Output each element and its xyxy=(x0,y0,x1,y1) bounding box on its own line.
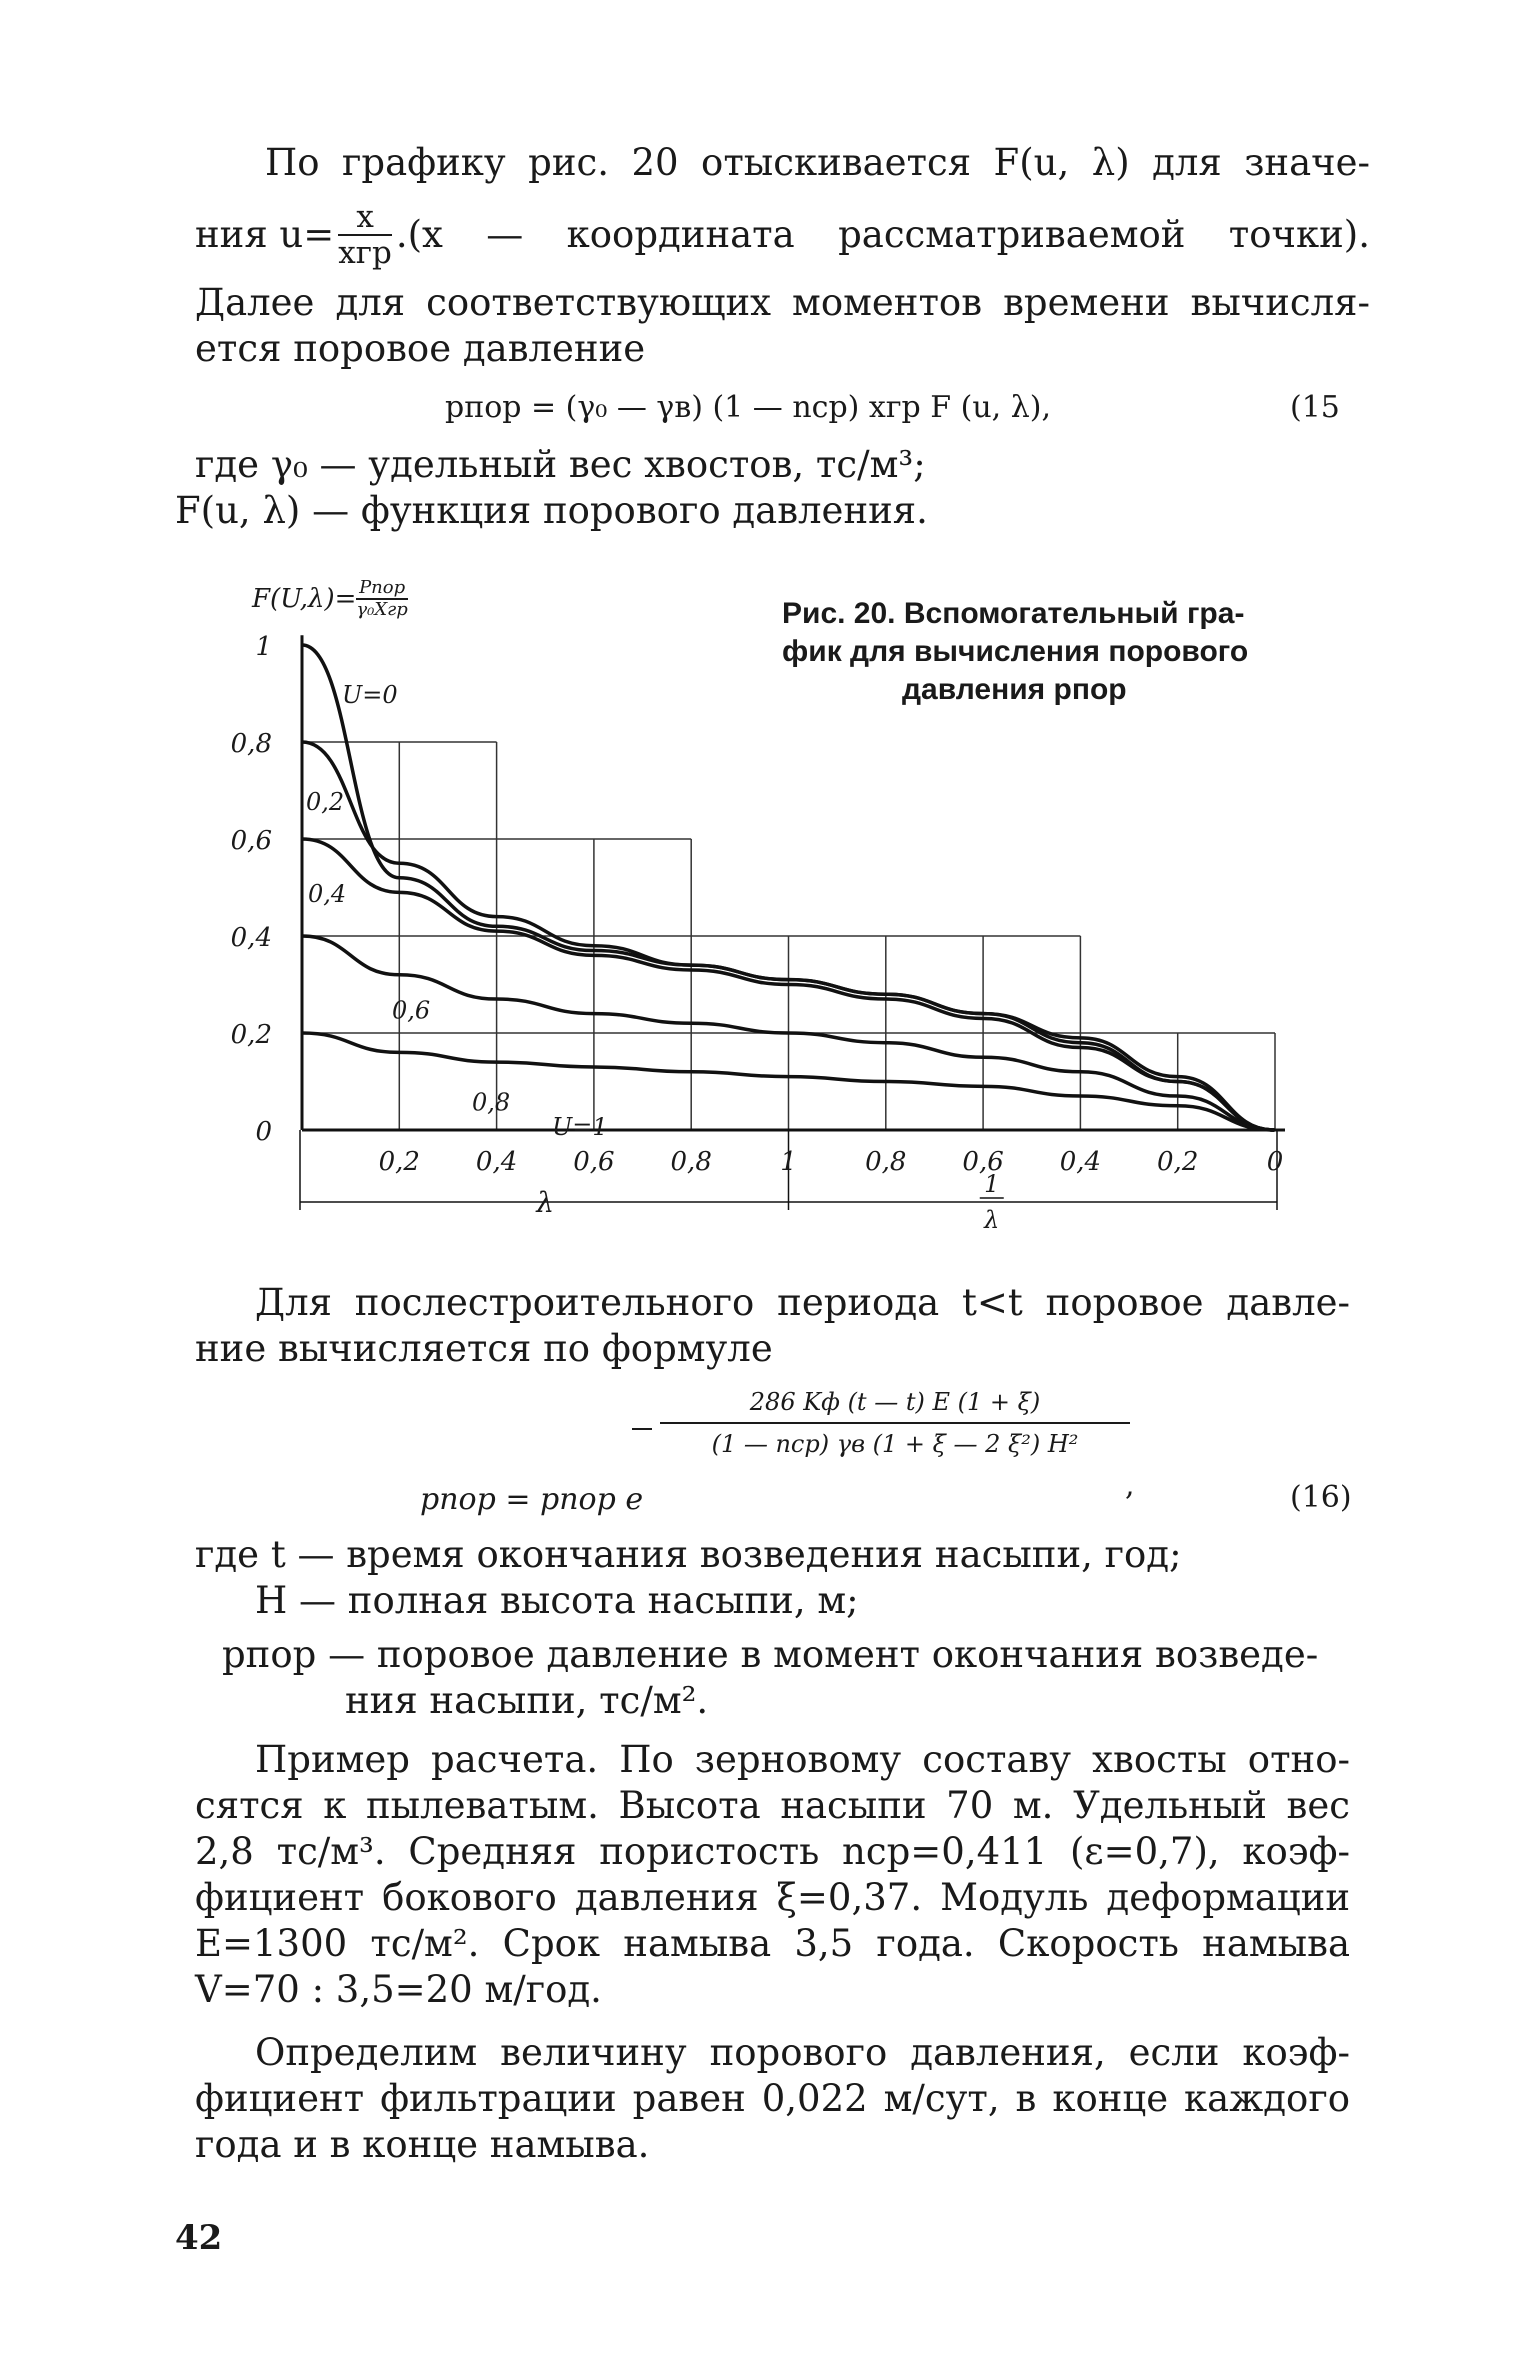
x-tick-label: 0,4 xyxy=(475,1147,518,1177)
example-line-1: Пример расчета. По зерновому составу хвосты отно- xyxy=(255,1738,1350,1781)
para2-line-2: ние вычисляется по формуле xyxy=(195,1327,773,1370)
where2-line-1: где t — время окончания возведения насыпи, год; xyxy=(195,1533,1182,1576)
example-line-6: V=70 : 3,5=20 м/год. xyxy=(195,1968,602,2011)
page-number: 42 xyxy=(175,2218,223,2258)
y-tick-label: 1 xyxy=(255,632,272,662)
where1-line-1: где γ₀ — удельный вес хвостов, тс/м³; xyxy=(195,443,926,486)
chart-grid xyxy=(302,742,1275,1130)
formula-16-number: (16) xyxy=(1290,1480,1352,1515)
x-tick-label: 0,8 xyxy=(670,1147,712,1177)
y-axis-label-frac xyxy=(356,578,407,620)
u-fraction-num: x xyxy=(338,200,392,236)
u-fraction xyxy=(338,200,392,270)
intro-line-2-prefix: ния u= xyxy=(195,213,335,256)
chart-axes xyxy=(300,635,1285,1210)
x-tick-label: 0,4 xyxy=(1059,1147,1102,1177)
para2-line-1: Для послестроительного периода t<t поровое давле- xyxy=(255,1281,1350,1324)
u-fraction-den: xгр xyxy=(338,235,392,271)
y-tick-label: 0,2 xyxy=(230,1020,272,1050)
example-line-2: сятся к пылеватым. Высота насыпи 70 м. Удельный вес xyxy=(195,1784,1350,1827)
y-tick-label: 0,6 xyxy=(230,826,272,856)
formula-16-exp-num: 286 Kф (t — t) E (1 + ξ) xyxy=(660,1388,1130,1424)
caption-line-3: давления pпор xyxy=(902,673,1127,706)
formula-16-comma: , xyxy=(1125,1468,1135,1503)
example-line-3: 2,8 тс/м³. Средняя пористость nср=0,411 (ε=0,7), коэф- xyxy=(195,1830,1350,1873)
y-tick-label: 0,8 xyxy=(230,729,272,759)
caption-line-2: фик для вычисления порового xyxy=(782,635,1249,668)
curve-label: 0,2 xyxy=(306,787,345,816)
where2-line-4: ния насыпи, тс/м². xyxy=(345,1679,709,1722)
axis-right-label-den: λ xyxy=(984,1206,1000,1234)
formula-16-exponent xyxy=(660,1388,1130,1458)
y-tick-label: 0 xyxy=(255,1117,272,1147)
formula-16-exp-den: (1 — nср) γв (1 + ξ — 2 ξ²) H² xyxy=(711,1430,1079,1458)
curve-label: 0,4 xyxy=(308,880,347,909)
formula-16-minus xyxy=(632,1428,652,1430)
y-tick-label: 0,4 xyxy=(230,923,272,953)
example-line-5: E=1300 тс/м². Срок намыва 3,5 года. Скорость намыва xyxy=(195,1922,1350,1965)
intro-line-3: Далее для соответствующих моментов времени вычисля- xyxy=(195,281,1370,324)
axis-right-label-num: 1 xyxy=(984,1170,1000,1198)
where1-line-2: F(u, λ) — функция порового давления. xyxy=(175,489,928,532)
curve-label: U=0 xyxy=(342,681,398,710)
where2-line-2: H — полная высота насыпи, м; xyxy=(255,1579,859,1622)
figure-caption xyxy=(782,595,1248,709)
x-tick-label: 0,6 xyxy=(962,1147,1004,1177)
x-tick-label: 0,2 xyxy=(378,1147,420,1177)
x-tick-label: 0,6 xyxy=(573,1147,615,1177)
intro-line-2-suffix: .(x — координата рассматриваемой точки). xyxy=(395,213,1370,256)
example-line-4: фициент бокового давления ξ=0,37. Модуль деформации xyxy=(195,1876,1350,1919)
x-tick-label: 0,8 xyxy=(865,1147,907,1177)
chart-ticks xyxy=(231,632,1284,1234)
y-axis-label xyxy=(252,578,408,620)
final-line-2: фициент фильтрации равен 0,022 м/сут, в конце каждого xyxy=(195,2077,1350,2120)
where2-line-3: pпор — поровое давление в момент окончания возведе- xyxy=(222,1633,1319,1676)
caption-line-1: Рис. 20. Вспомогательный гра- xyxy=(782,597,1245,630)
intro-line-4: ется поровое давление xyxy=(195,327,646,370)
y-axis-label-text: F(U,λ)= xyxy=(252,584,357,614)
formula-16-lhs: pпор = pпор e xyxy=(420,1482,644,1517)
final-line-3: года и в конце намыва. xyxy=(195,2123,650,2166)
curve-label: U=1 xyxy=(552,1112,608,1141)
curve-label: 0,8 xyxy=(472,1088,511,1117)
axis-left-label: λ xyxy=(536,1186,555,1219)
intro-line-1: По графику рис. 20 отыскивается F(u, λ) для значе- xyxy=(265,141,1370,184)
y-axis-label-num: Pпор xyxy=(356,578,407,600)
formula-15: pпор = (γ₀ — γв) (1 — nср) xгр F (u, λ), xyxy=(445,390,1051,425)
x-tick-label: 1 xyxy=(780,1147,797,1177)
x-tick-label: 0 xyxy=(1266,1147,1284,1177)
x-tick-label: 0,2 xyxy=(1157,1147,1199,1177)
final-line-1: Определим величину порового давления, если коэф- xyxy=(255,2031,1350,2074)
intro-line-2 xyxy=(195,200,1370,270)
y-axis-label-den: γ₀Xгр xyxy=(356,599,408,620)
curve-label: 0,6 xyxy=(392,996,431,1025)
formula-15-number: (15 xyxy=(1290,390,1340,425)
